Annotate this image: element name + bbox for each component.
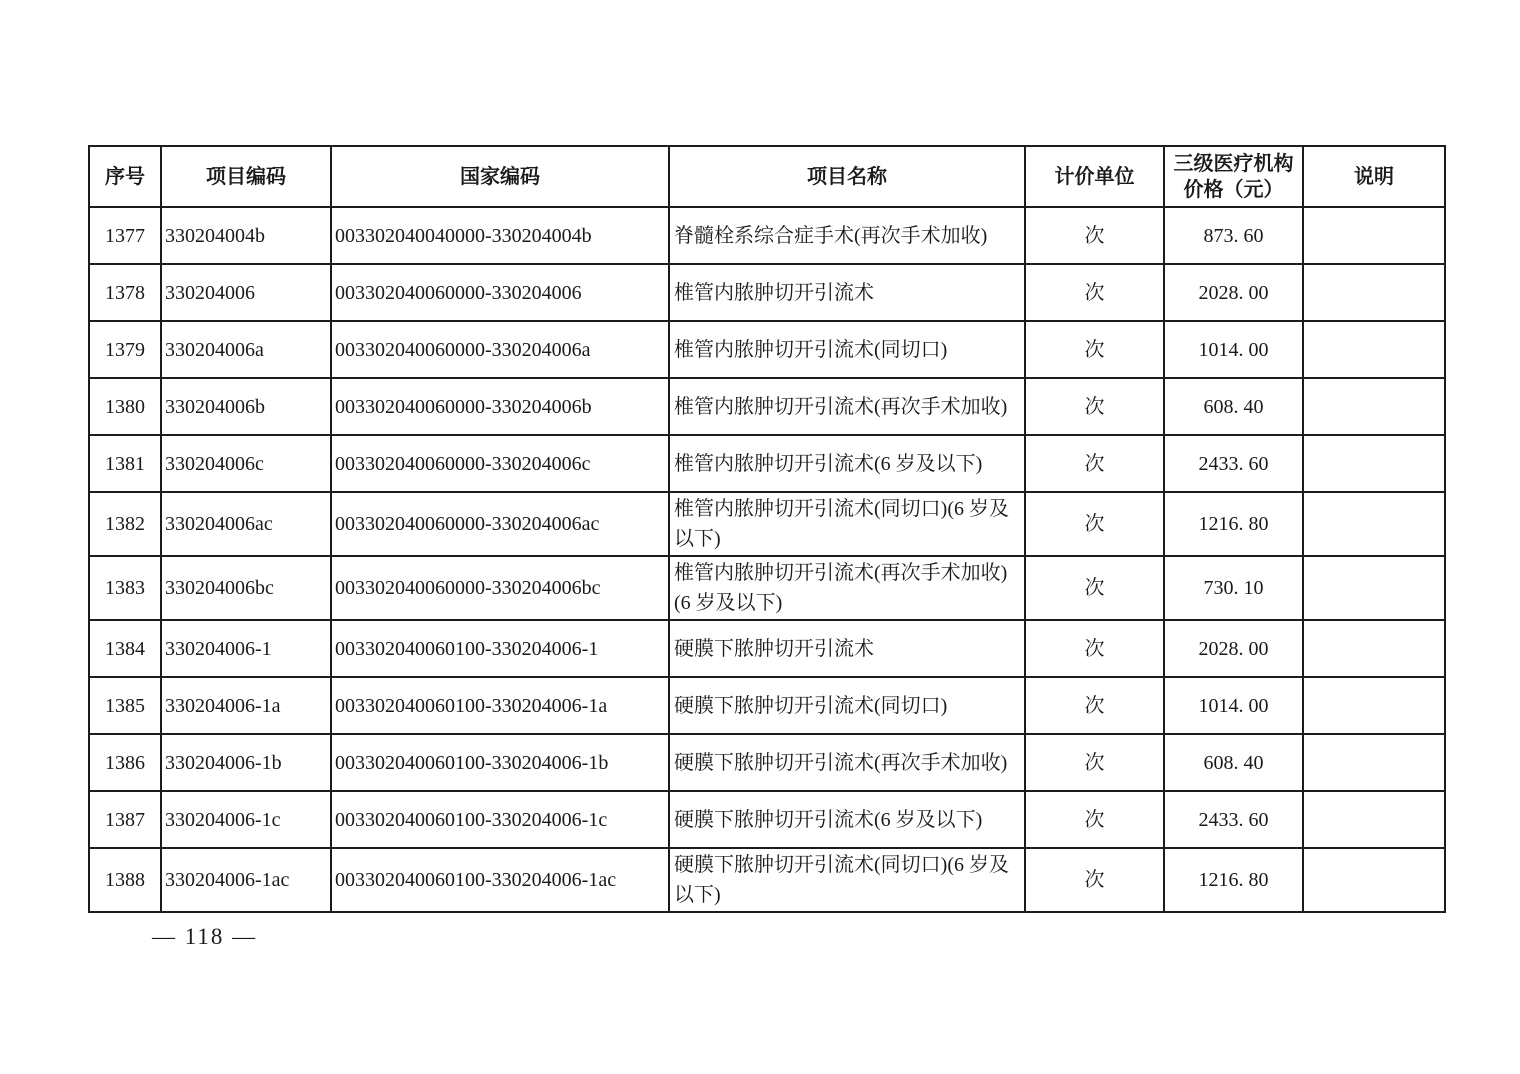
table-row (89, 492, 1445, 556)
cell-price: 1216. 80 (1164, 848, 1303, 912)
cell-price: 873. 60 (1164, 207, 1303, 264)
cell-unit: 次 (1025, 378, 1164, 435)
cell-unit: 次 (1025, 207, 1164, 264)
cell-seq: 1386 (89, 734, 161, 791)
cell-national-code: 003302040040000-330204004b (331, 207, 669, 264)
header-project-name: 项目名称 (669, 146, 1025, 207)
cell-national-code: 003302040060100-330204006-1a (331, 677, 669, 734)
table-body (89, 207, 1445, 912)
cell-price: 730. 10 (1164, 556, 1303, 620)
cell-project-name: 硬膜下脓肿切开引流术(同切口) (669, 677, 1025, 734)
cell-unit: 次 (1025, 264, 1164, 321)
cell-price: 1014. 00 (1164, 677, 1303, 734)
table-row (89, 556, 1445, 620)
cell-project-code: 330204006c (161, 435, 331, 492)
cell-national-code: 003302040060000-330204006a (331, 321, 669, 378)
cell-seq: 1380 (89, 378, 161, 435)
cell-project-name: 硬膜下脓肿切开引流术(再次手术加收) (669, 734, 1025, 791)
cell-note (1303, 556, 1445, 620)
cell-seq: 1387 (89, 791, 161, 848)
cell-project-code: 330204006-1ac (161, 848, 331, 912)
cell-project-name: 椎管内脓肿切开引流术(6 岁及以下) (669, 435, 1025, 492)
cell-project-name: 脊髓栓系综合症手术(再次手术加收) (669, 207, 1025, 264)
cell-unit: 次 (1025, 321, 1164, 378)
cell-project-name: 椎管内脓肿切开引流术(同切口)(6 岁及以下) (669, 492, 1025, 556)
cell-seq: 1379 (89, 321, 161, 378)
cell-price: 608. 40 (1164, 378, 1303, 435)
cell-price: 2028. 00 (1164, 264, 1303, 321)
table-row (89, 791, 1445, 848)
table-row (89, 677, 1445, 734)
cell-unit: 次 (1025, 556, 1164, 620)
header-tier3-price: 三级医疗机构价格（元） (1164, 146, 1303, 207)
cell-note (1303, 734, 1445, 791)
cell-seq: 1383 (89, 556, 161, 620)
cell-national-code: 003302040060000-330204006c (331, 435, 669, 492)
cell-price: 1216. 80 (1164, 492, 1303, 556)
cell-seq: 1388 (89, 848, 161, 912)
cell-project-code: 330204006bc (161, 556, 331, 620)
cell-national-code: 003302040060100-330204006-1ac (331, 848, 669, 912)
cell-project-name: 硬膜下脓肿切开引流术 (669, 620, 1025, 677)
cell-note (1303, 435, 1445, 492)
cell-seq: 1381 (89, 435, 161, 492)
header-seq: 序号 (89, 146, 161, 207)
table-row (89, 378, 1445, 435)
cell-project-name: 硬膜下脓肿切开引流术(6 岁及以下) (669, 791, 1025, 848)
cell-national-code: 003302040060100-330204006-1c (331, 791, 669, 848)
table-header (89, 146, 1445, 207)
cell-project-code: 330204006-1 (161, 620, 331, 677)
table-row (89, 321, 1445, 378)
header-note: 说明 (1303, 146, 1445, 207)
cell-price: 2028. 00 (1164, 620, 1303, 677)
cell-note (1303, 264, 1445, 321)
cell-seq: 1384 (89, 620, 161, 677)
table-row (89, 435, 1445, 492)
cell-project-code: 330204006-1c (161, 791, 331, 848)
table-row (89, 620, 1445, 677)
cell-price: 2433. 60 (1164, 435, 1303, 492)
cell-unit: 次 (1025, 791, 1164, 848)
cell-project-code: 330204006 (161, 264, 331, 321)
cell-unit: 次 (1025, 848, 1164, 912)
table-row (89, 734, 1445, 791)
medical-price-table (88, 145, 1446, 913)
cell-note (1303, 848, 1445, 912)
cell-project-code: 330204006-1b (161, 734, 331, 791)
cell-note (1303, 677, 1445, 734)
cell-note (1303, 207, 1445, 264)
cell-project-name: 椎管内脓肿切开引流术(同切口) (669, 321, 1025, 378)
table-row (89, 264, 1445, 321)
cell-project-code: 330204006-1a (161, 677, 331, 734)
cell-price: 1014. 00 (1164, 321, 1303, 378)
cell-project-name: 硬膜下脓肿切开引流术(同切口)(6 岁及以下) (669, 848, 1025, 912)
cell-project-code: 330204006b (161, 378, 331, 435)
table-header-row (89, 146, 1445, 207)
header-unit: 计价单位 (1025, 146, 1164, 207)
cell-national-code: 003302040060000-330204006b (331, 378, 669, 435)
cell-note (1303, 321, 1445, 378)
cell-national-code: 003302040060000-330204006 (331, 264, 669, 321)
cell-seq: 1377 (89, 207, 161, 264)
cell-note (1303, 791, 1445, 848)
cell-project-name: 椎管内脓肿切开引流术 (669, 264, 1025, 321)
cell-project-code: 330204006a (161, 321, 331, 378)
cell-price: 2433. 60 (1164, 791, 1303, 848)
cell-unit: 次 (1025, 734, 1164, 791)
header-project-code: 项目编码 (161, 146, 331, 207)
cell-note (1303, 378, 1445, 435)
cell-national-code: 003302040060000-330204006bc (331, 556, 669, 620)
cell-seq: 1378 (89, 264, 161, 321)
cell-unit: 次 (1025, 435, 1164, 492)
cell-project-name: 椎管内脓肿切开引流术(再次手术加收) (669, 378, 1025, 435)
table-row (89, 848, 1445, 912)
cell-note (1303, 492, 1445, 556)
cell-national-code: 003302040060100-330204006-1 (331, 620, 669, 677)
cell-national-code: 003302040060100-330204006-1b (331, 734, 669, 791)
cell-project-code: 330204004b (161, 207, 331, 264)
cell-national-code: 003302040060000-330204006ac (331, 492, 669, 556)
cell-seq: 1382 (89, 492, 161, 556)
cell-price: 608. 40 (1164, 734, 1303, 791)
header-national-code: 国家编码 (331, 146, 669, 207)
cell-seq: 1385 (89, 677, 161, 734)
cell-unit: 次 (1025, 677, 1164, 734)
cell-project-name: 椎管内脓肿切开引流术(再次手术加收)(6 岁及以下) (669, 556, 1025, 620)
cell-unit: 次 (1025, 492, 1164, 556)
cell-note (1303, 620, 1445, 677)
page-number: — 118 — (152, 924, 258, 949)
table-row (89, 207, 1445, 264)
cell-unit: 次 (1025, 620, 1164, 677)
cell-project-code: 330204006ac (161, 492, 331, 556)
